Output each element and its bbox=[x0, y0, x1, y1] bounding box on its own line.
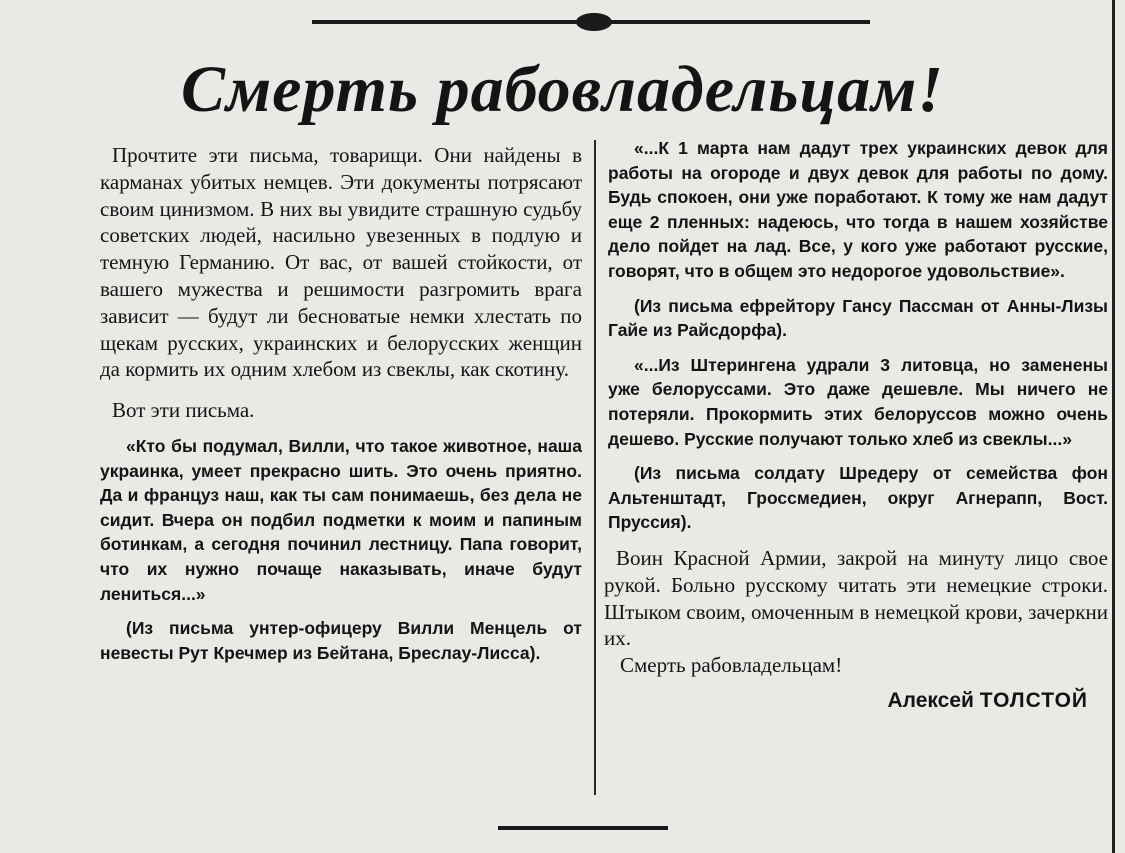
column-divider bbox=[594, 140, 596, 795]
intro-paragraph: Прочтите эти письма, товарищи. Они найдены в карманах убитых немцев. Эти документы потрясают своим цинизмом. В них вы увидите страшную судьбу советских людей, насильно увезенных в подлую и темную Германию. От вас, от вашей стойкости, от вашего мужества и решимости разгромить врага зависит — будут ли бесноватые немки хлестать по щекам русских, украинских и белорусских женщин да кормить их одним хлебом из свеклы, как скотину. bbox=[100, 143, 582, 382]
letter-source-2: (Из письма ефрейтору Гансу Пассман от Анны-Лизы Гайе из Райсдорфа). bbox=[608, 295, 1108, 341]
letter-source-3: (Из письма солдату Шредеру от семейства фон Альтенштадт, Гроссмедиен, округ Агнерапп, Вост. Пруссия). bbox=[608, 463, 1108, 533]
letter-quote-2: «...К 1 марта нам дадут трех украинских девок для работы на огороде и двух девок для работы по дому. Будь спокоен, они уже поработают. К тому же нам дадут еще 2 пленных: надеюсь, что тогда в нашем хозяйстве дело пойдет на лад. Все, у кого уже работают русские, говорят, что в общем это недорогое удовольствие». bbox=[608, 138, 1108, 281]
closing-line: Смерть рабовладельцам! bbox=[620, 653, 843, 678]
letter-quote-3: «...Из Штерингена удрали 3 литовца, но заменены уже белоруссами. Это даже дешевле. Мы ничего не потеряли. Прокормить этих белоруссов можно очень дешево. Русские получают только хлеб из свеклы...» bbox=[608, 354, 1108, 449]
appeal-paragraph: Воин Красной Армии, закрой на минуту лицо свое рукой. Больно русскому читать эти немецкие строки. Штыком своим, омоченным в немецкой крови, зачеркни их. bbox=[604, 545, 1108, 651]
article-title: Смерть рабовладельцам! bbox=[180, 53, 945, 126]
letter-quote-1: «Кто бы подумал, Вилли, что такое животное, наша украинка, умеет прекрасно шить. Это очень приятно. Да и француз наш, как ты сам понимаешь, без дела не сидит. Вчера он подбил подметки к моим и папиным ботинкам, а сегодня починил лестницу. Папа говорит, что их нужно почаще наказывать, иначе будут лениться...» bbox=[100, 435, 582, 604]
letter-source-1: (Из письма унтер-офицеру Вилли Менцель от невесты Рут Кречмер из Бейтана, Бреслау-Лисса). bbox=[100, 618, 582, 663]
column-left bbox=[100, 142, 582, 665]
author-signature bbox=[608, 689, 1108, 713]
author-last-name: ТОЛСТОЙ bbox=[979, 688, 1088, 712]
bottom-ornament-rule bbox=[498, 826, 668, 830]
top-ornament-dot bbox=[576, 13, 612, 31]
author-first-name: Алексей bbox=[887, 688, 974, 712]
lead-paragraph: Вот эти письма. bbox=[112, 398, 255, 423]
column-right bbox=[604, 136, 1108, 713]
